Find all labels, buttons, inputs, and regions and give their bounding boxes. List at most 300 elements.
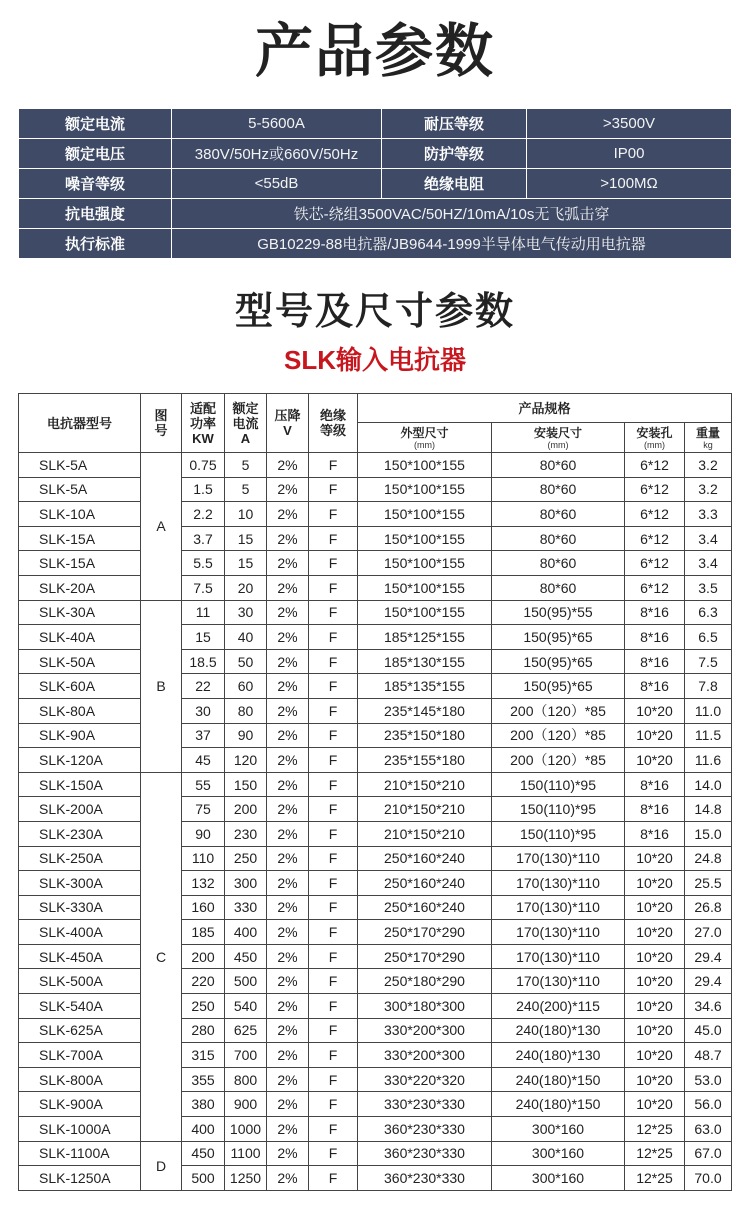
cell-mount-size: 150(110)*95 <box>492 772 625 797</box>
cell-mount-hole: 8*16 <box>625 674 685 699</box>
spec-value: GB10229-88电抗器/JB9644-1999半导体电气传动用电抗器 <box>172 229 732 259</box>
cell-model: SLK-250A <box>19 846 141 871</box>
cell-insulation: F <box>309 674 358 699</box>
cell-outer-size: 150*100*155 <box>358 575 492 600</box>
cell-model: SLK-800A <box>19 1067 141 1092</box>
spec-label: 额定电压 <box>19 139 172 169</box>
spec-label: 防护等级 <box>382 139 527 169</box>
table-header-row <box>19 394 732 423</box>
cell-mount-size: 150(110)*95 <box>492 797 625 822</box>
cell-weight: 29.4 <box>685 944 732 969</box>
cell-voltage-drop: 2% <box>267 600 309 625</box>
cell-power: 45 <box>182 748 225 773</box>
cell-power: 132 <box>182 871 225 896</box>
header-figure: 图 号 <box>141 394 182 453</box>
cell-voltage-drop: 2% <box>267 1043 309 1068</box>
cell-model: SLK-300A <box>19 871 141 896</box>
product-line-title: SLK输入电抗器 <box>283 345 466 375</box>
cell-weight: 34.6 <box>685 994 732 1019</box>
table-row <box>19 1141 732 1166</box>
cell-mount-size: 170(130)*110 <box>492 920 625 945</box>
cell-model: SLK-700A <box>19 1043 141 1068</box>
spec-value: >100MΩ <box>527 169 732 199</box>
cell-weight: 3.5 <box>685 575 732 600</box>
cell-mount-hole: 8*16 <box>625 625 685 650</box>
cell-voltage-drop: 2% <box>267 1067 309 1092</box>
cell-mount-hole: 10*20 <box>625 895 685 920</box>
cell-outer-size: 330*200*300 <box>358 1018 492 1043</box>
cell-voltage-drop: 2% <box>267 920 309 945</box>
table-row <box>19 1166 732 1191</box>
cell-mount-size: 80*60 <box>492 551 625 576</box>
cell-model: SLK-230A <box>19 821 141 846</box>
cell-figure: D <box>141 1141 182 1190</box>
cell-current: 300 <box>225 871 267 896</box>
cell-outer-size: 250*180*290 <box>358 969 492 994</box>
cell-current: 450 <box>225 944 267 969</box>
cell-weight: 15.0 <box>685 821 732 846</box>
cell-weight: 3.2 <box>685 453 732 478</box>
cell-weight: 24.8 <box>685 846 732 871</box>
cell-current: 200 <box>225 797 267 822</box>
cell-insulation: F <box>309 1092 358 1117</box>
header-mount-hole: 安装孔 (mm) <box>625 423 685 453</box>
table-row <box>19 1092 732 1117</box>
cell-mount-size: 240(200)*115 <box>492 994 625 1019</box>
cell-mount-hole: 12*25 <box>625 1117 685 1142</box>
cell-mount-size: 150(95)*65 <box>492 649 625 674</box>
cell-insulation: F <box>309 748 358 773</box>
cell-current: 30 <box>225 600 267 625</box>
spec-row <box>19 109 732 139</box>
cell-insulation: F <box>309 1117 358 1142</box>
cell-mount-hole: 10*20 <box>625 748 685 773</box>
cell-power: 18.5 <box>182 649 225 674</box>
page-title: 产品参数 <box>254 19 495 84</box>
cell-weight: 7.5 <box>685 649 732 674</box>
cell-outer-size: 360*230*330 <box>358 1141 492 1166</box>
cell-mount-hole: 10*20 <box>625 994 685 1019</box>
cell-mount-size: 240(180)*150 <box>492 1092 625 1117</box>
cell-power: 160 <box>182 895 225 920</box>
cell-mount-hole: 8*16 <box>625 772 685 797</box>
cell-weight: 14.8 <box>685 797 732 822</box>
cell-model: SLK-500A <box>19 969 141 994</box>
cell-weight: 11.5 <box>685 723 732 748</box>
cell-mount-size: 300*160 <box>492 1141 625 1166</box>
cell-power: 280 <box>182 1018 225 1043</box>
cell-power: 37 <box>182 723 225 748</box>
cell-power: 185 <box>182 920 225 945</box>
spec-value: 380V/50Hz或660V/50Hz <box>172 139 382 169</box>
cell-insulation: F <box>309 1141 358 1166</box>
table-row <box>19 674 732 699</box>
cell-model: SLK-450A <box>19 944 141 969</box>
cell-power: 450 <box>182 1141 225 1166</box>
table-row <box>19 625 732 650</box>
table-row <box>19 1067 732 1092</box>
cell-voltage-drop: 2% <box>267 674 309 699</box>
table-row <box>19 969 732 994</box>
spec-label: 绝缘电阻 <box>382 169 527 199</box>
spec-row <box>19 139 732 169</box>
cell-current: 1100 <box>225 1141 267 1166</box>
cell-voltage-drop: 2% <box>267 895 309 920</box>
cell-current: 500 <box>225 969 267 994</box>
cell-voltage-drop: 2% <box>267 846 309 871</box>
cell-outer-size: 150*100*155 <box>358 502 492 527</box>
cell-insulation: F <box>309 994 358 1019</box>
cell-model: SLK-330A <box>19 895 141 920</box>
cell-voltage-drop: 2% <box>267 502 309 527</box>
cell-power: 11 <box>182 600 225 625</box>
cell-current: 1250 <box>225 1166 267 1191</box>
cell-outer-size: 330*230*330 <box>358 1092 492 1117</box>
cell-insulation: F <box>309 453 358 478</box>
cell-voltage-drop: 2% <box>267 821 309 846</box>
cell-weight: 3.2 <box>685 477 732 502</box>
cell-voltage-drop: 2% <box>267 477 309 502</box>
cell-weight: 3.4 <box>685 551 732 576</box>
cell-current: 250 <box>225 846 267 871</box>
table-row <box>19 772 732 797</box>
cell-model: SLK-1250A <box>19 1166 141 1191</box>
cell-mount-hole: 10*20 <box>625 1067 685 1092</box>
table-row <box>19 551 732 576</box>
cell-model: SLK-5A <box>19 453 141 478</box>
cell-weight: 14.0 <box>685 772 732 797</box>
cell-mount-size: 200（120）*85 <box>492 748 625 773</box>
cell-model: SLK-200A <box>19 797 141 822</box>
cell-power: 500 <box>182 1166 225 1191</box>
cell-weight: 11.6 <box>685 748 732 773</box>
cell-insulation: F <box>309 846 358 871</box>
cell-mount-hole: 6*12 <box>625 453 685 478</box>
spec-label: 抗电强度 <box>19 199 172 229</box>
cell-weight: 56.0 <box>685 1092 732 1117</box>
cell-power: 400 <box>182 1117 225 1142</box>
cell-model: SLK-5A <box>19 477 141 502</box>
cell-mount-size: 200（120）*85 <box>492 698 625 723</box>
spec-value: <55dB <box>172 169 382 199</box>
cell-mount-hole: 8*16 <box>625 600 685 625</box>
cell-insulation: F <box>309 698 358 723</box>
cell-current: 330 <box>225 895 267 920</box>
cell-power: 22 <box>182 674 225 699</box>
cell-insulation: F <box>309 477 358 502</box>
cell-model: SLK-150A <box>19 772 141 797</box>
header-current: 额定 电流 A <box>225 394 267 453</box>
cell-weight: 6.3 <box>685 600 732 625</box>
cell-insulation: F <box>309 895 358 920</box>
cell-voltage-drop: 2% <box>267 797 309 822</box>
cell-power: 1.5 <box>182 477 225 502</box>
cell-figure: A <box>141 453 182 601</box>
cell-mount-hole: 6*12 <box>625 551 685 576</box>
cell-insulation: F <box>309 969 358 994</box>
cell-power: 2.2 <box>182 502 225 527</box>
cell-power: 15 <box>182 625 225 650</box>
cell-weight: 45.0 <box>685 1018 732 1043</box>
spec-label: 噪音等级 <box>19 169 172 199</box>
cell-weight: 3.4 <box>685 526 732 551</box>
cell-mount-size: 300*160 <box>492 1166 625 1191</box>
table-row <box>19 895 732 920</box>
cell-model: SLK-400A <box>19 920 141 945</box>
cell-mount-size: 80*60 <box>492 477 625 502</box>
cell-model: SLK-15A <box>19 526 141 551</box>
cell-current: 40 <box>225 625 267 650</box>
cell-current: 60 <box>225 674 267 699</box>
cell-current: 5 <box>225 477 267 502</box>
header-insulation: 绝缘 等级 <box>309 394 358 453</box>
cell-mount-size: 80*60 <box>492 502 625 527</box>
cell-voltage-drop: 2% <box>267 969 309 994</box>
cell-mount-size: 240(180)*130 <box>492 1018 625 1043</box>
cell-model: SLK-60A <box>19 674 141 699</box>
table-row <box>19 723 732 748</box>
cell-power: 90 <box>182 821 225 846</box>
cell-mount-hole: 12*25 <box>625 1166 685 1191</box>
cell-weight: 67.0 <box>685 1141 732 1166</box>
cell-outer-size: 150*100*155 <box>358 453 492 478</box>
cell-voltage-drop: 2% <box>267 723 309 748</box>
cell-power: 200 <box>182 944 225 969</box>
cell-voltage-drop: 2% <box>267 698 309 723</box>
cell-insulation: F <box>309 575 358 600</box>
table-row <box>19 1117 732 1142</box>
cell-mount-hole: 6*12 <box>625 502 685 527</box>
cell-insulation: F <box>309 1043 358 1068</box>
cell-power: 3.7 <box>182 526 225 551</box>
cell-outer-size: 150*100*155 <box>358 477 492 502</box>
cell-mount-size: 170(130)*110 <box>492 969 625 994</box>
cell-insulation: F <box>309 821 358 846</box>
cell-outer-size: 235*155*180 <box>358 748 492 773</box>
cell-voltage-drop: 2% <box>267 551 309 576</box>
dimension-table <box>18 393 732 1191</box>
cell-mount-hole: 10*20 <box>625 1092 685 1117</box>
cell-mount-hole: 10*20 <box>625 723 685 748</box>
cell-mount-size: 300*160 <box>492 1117 625 1142</box>
cell-outer-size: 210*150*210 <box>358 821 492 846</box>
cell-weight: 70.0 <box>685 1166 732 1191</box>
table-row <box>19 994 732 1019</box>
cell-model: SLK-1000A <box>19 1117 141 1142</box>
cell-voltage-drop: 2% <box>267 748 309 773</box>
cell-mount-hole: 10*20 <box>625 698 685 723</box>
table-row <box>19 944 732 969</box>
cell-outer-size: 250*160*240 <box>358 846 492 871</box>
header-power: 适配 功率 KW <box>182 394 225 453</box>
cell-current: 120 <box>225 748 267 773</box>
header-model: 电抗器型号 <box>19 394 141 453</box>
cell-model: SLK-1100A <box>19 1141 141 1166</box>
cell-model: SLK-540A <box>19 994 141 1019</box>
cell-voltage-drop: 2% <box>267 453 309 478</box>
cell-weight: 26.8 <box>685 895 732 920</box>
header-spec: 产品规格 <box>358 394 732 423</box>
table-row <box>19 871 732 896</box>
cell-power: 30 <box>182 698 225 723</box>
cell-voltage-drop: 2% <box>267 649 309 674</box>
cell-current: 900 <box>225 1092 267 1117</box>
cell-mount-size: 150(95)*65 <box>492 625 625 650</box>
cell-figure: C <box>141 772 182 1141</box>
cell-power: 220 <box>182 969 225 994</box>
cell-voltage-drop: 2% <box>267 625 309 650</box>
table-row <box>19 649 732 674</box>
cell-outer-size: 360*230*330 <box>358 1117 492 1142</box>
cell-power: 55 <box>182 772 225 797</box>
cell-model: SLK-900A <box>19 1092 141 1117</box>
cell-mount-hole: 6*12 <box>625 575 685 600</box>
cell-weight: 6.5 <box>685 625 732 650</box>
cell-model: SLK-20A <box>19 575 141 600</box>
spec-row <box>19 199 732 229</box>
cell-voltage-drop: 2% <box>267 575 309 600</box>
table-row <box>19 920 732 945</box>
cell-weight: 7.8 <box>685 674 732 699</box>
header-mount-size: 安装尺寸 (mm) <box>492 423 625 453</box>
cell-outer-size: 185*130*155 <box>358 649 492 674</box>
cell-current: 400 <box>225 920 267 945</box>
cell-power: 380 <box>182 1092 225 1117</box>
cell-figure: B <box>141 600 182 772</box>
cell-insulation: F <box>309 920 358 945</box>
spec-value: 铁芯-绕组3500VAC/50HZ/10mA/10s无飞弧击穿 <box>172 199 732 229</box>
cell-insulation: F <box>309 600 358 625</box>
table-row <box>19 477 732 502</box>
cell-outer-size: 330*200*300 <box>358 1043 492 1068</box>
cell-mount-hole: 10*20 <box>625 920 685 945</box>
cell-mount-size: 170(130)*110 <box>492 846 625 871</box>
cell-mount-hole: 10*20 <box>625 944 685 969</box>
cell-mount-size: 170(130)*110 <box>492 944 625 969</box>
cell-voltage-drop: 2% <box>267 1117 309 1142</box>
cell-model: SLK-40A <box>19 625 141 650</box>
cell-voltage-drop: 2% <box>267 944 309 969</box>
cell-outer-size: 150*100*155 <box>358 600 492 625</box>
cell-outer-size: 360*230*330 <box>358 1166 492 1191</box>
table-row <box>19 846 732 871</box>
cell-voltage-drop: 2% <box>267 994 309 1019</box>
cell-weight: 11.0 <box>685 698 732 723</box>
cell-mount-hole: 6*12 <box>625 477 685 502</box>
cell-outer-size: 250*170*290 <box>358 920 492 945</box>
cell-mount-size: 150(95)*65 <box>492 674 625 699</box>
cell-weight: 27.0 <box>685 920 732 945</box>
cell-power: 315 <box>182 1043 225 1068</box>
cell-voltage-drop: 2% <box>267 772 309 797</box>
cell-insulation: F <box>309 772 358 797</box>
cell-weight: 63.0 <box>685 1117 732 1142</box>
cell-mount-hole: 10*20 <box>625 969 685 994</box>
header-weight: 重量 kg <box>685 423 732 453</box>
cell-outer-size: 150*100*155 <box>358 526 492 551</box>
cell-mount-size: 150(95)*55 <box>492 600 625 625</box>
cell-model: SLK-625A <box>19 1018 141 1043</box>
cell-current: 540 <box>225 994 267 1019</box>
cell-power: 355 <box>182 1067 225 1092</box>
cell-current: 700 <box>225 1043 267 1068</box>
cell-outer-size: 235*145*180 <box>358 698 492 723</box>
cell-insulation: F <box>309 1166 358 1191</box>
cell-mount-size: 240(180)*150 <box>492 1067 625 1092</box>
cell-weight: 25.5 <box>685 871 732 896</box>
cell-outer-size: 300*180*300 <box>358 994 492 1019</box>
cell-power: 75 <box>182 797 225 822</box>
cell-current: 50 <box>225 649 267 674</box>
spec-row <box>19 229 732 259</box>
cell-insulation: F <box>309 551 358 576</box>
cell-model: SLK-10A <box>19 502 141 527</box>
cell-mount-hole: 10*20 <box>625 846 685 871</box>
cell-voltage-drop: 2% <box>267 1092 309 1117</box>
spec-table <box>18 108 732 259</box>
cell-current: 5 <box>225 453 267 478</box>
table-row <box>19 502 732 527</box>
cell-model: SLK-15A <box>19 551 141 576</box>
cell-model: SLK-50A <box>19 649 141 674</box>
cell-insulation: F <box>309 1018 358 1043</box>
cell-outer-size: 250*160*240 <box>358 895 492 920</box>
cell-mount-size: 200（120）*85 <box>492 723 625 748</box>
cell-outer-size: 210*150*210 <box>358 772 492 797</box>
section-title: 型号及尺寸参数 <box>234 291 515 333</box>
cell-outer-size: 250*160*240 <box>358 871 492 896</box>
cell-power: 250 <box>182 994 225 1019</box>
cell-mount-size: 170(130)*110 <box>492 871 625 896</box>
cell-model: SLK-90A <box>19 723 141 748</box>
spec-label: 执行标准 <box>19 229 172 259</box>
cell-mount-size: 170(130)*110 <box>492 895 625 920</box>
cell-mount-size: 240(180)*130 <box>492 1043 625 1068</box>
cell-weight: 3.3 <box>685 502 732 527</box>
cell-mount-hole: 10*20 <box>625 1018 685 1043</box>
cell-current: 90 <box>225 723 267 748</box>
spec-label: 耐压等级 <box>382 109 527 139</box>
cell-insulation: F <box>309 502 358 527</box>
cell-model: SLK-30A <box>19 600 141 625</box>
cell-insulation: F <box>309 526 358 551</box>
table-row <box>19 1018 732 1043</box>
cell-mount-size: 80*60 <box>492 526 625 551</box>
cell-outer-size: 250*170*290 <box>358 944 492 969</box>
cell-mount-hole: 8*16 <box>625 797 685 822</box>
table-row <box>19 453 732 478</box>
cell-insulation: F <box>309 944 358 969</box>
cell-mount-hole: 12*25 <box>625 1141 685 1166</box>
table-row <box>19 748 732 773</box>
cell-power: 110 <box>182 846 225 871</box>
table-row <box>19 600 732 625</box>
cell-mount-hole: 8*16 <box>625 821 685 846</box>
cell-mount-size: 80*60 <box>492 453 625 478</box>
cell-power: 0.75 <box>182 453 225 478</box>
cell-outer-size: 150*100*155 <box>358 551 492 576</box>
spec-value: IP00 <box>527 139 732 169</box>
header-voltage-drop: 压降 V <box>267 394 309 453</box>
table-row <box>19 797 732 822</box>
cell-current: 10 <box>225 502 267 527</box>
cell-insulation: F <box>309 871 358 896</box>
cell-mount-size: 80*60 <box>492 575 625 600</box>
spec-value: 5-5600A <box>172 109 382 139</box>
cell-weight: 29.4 <box>685 969 732 994</box>
spec-row <box>19 169 732 199</box>
cell-insulation: F <box>309 723 358 748</box>
